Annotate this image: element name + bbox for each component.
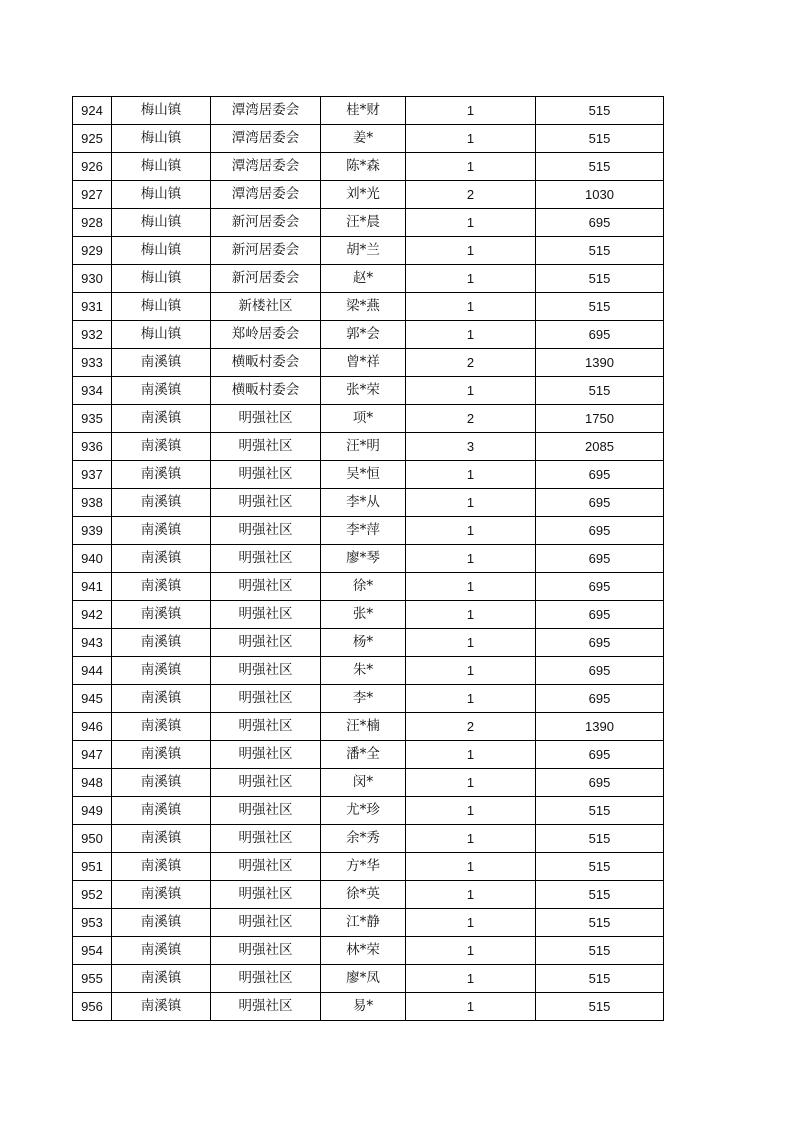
table-row xyxy=(73,293,664,321)
table-row xyxy=(73,237,664,265)
row-number-cell: 931 xyxy=(73,293,112,321)
row-number-cell: 937 xyxy=(73,461,112,489)
community-cell: 明强社区 xyxy=(211,573,321,601)
row-number-cell: 927 xyxy=(73,181,112,209)
household-count-cell: 1 xyxy=(406,937,536,965)
name-cell: 汪*明 xyxy=(321,433,406,461)
row-number-cell: 929 xyxy=(73,237,112,265)
household-count-cell: 3 xyxy=(406,433,536,461)
table-row xyxy=(73,937,664,965)
household-count-cell: 1 xyxy=(406,657,536,685)
table-row xyxy=(73,993,664,1021)
row-number-cell: 933 xyxy=(73,349,112,377)
household-count-cell: 1 xyxy=(406,265,536,293)
community-cell: 新河居委会 xyxy=(211,265,321,293)
table-row xyxy=(73,825,664,853)
amount-cell: 1750 xyxy=(536,405,664,433)
community-cell: 新楼社区 xyxy=(211,293,321,321)
household-count-cell: 1 xyxy=(406,853,536,881)
name-cell: 易* xyxy=(321,993,406,1021)
community-cell: 明强社区 xyxy=(211,741,321,769)
amount-cell: 515 xyxy=(536,293,664,321)
community-cell: 明强社区 xyxy=(211,993,321,1021)
row-number-cell: 943 xyxy=(73,629,112,657)
row-number-cell: 950 xyxy=(73,825,112,853)
name-cell: 李*萍 xyxy=(321,517,406,545)
table-row xyxy=(73,769,664,797)
amount-cell: 515 xyxy=(536,377,664,405)
name-cell: 汪*晨 xyxy=(321,209,406,237)
name-cell: 江*静 xyxy=(321,909,406,937)
town-cell: 南溪镇 xyxy=(112,657,211,685)
row-number-cell: 924 xyxy=(73,97,112,125)
town-cell: 南溪镇 xyxy=(112,601,211,629)
name-cell: 曾*祥 xyxy=(321,349,406,377)
community-cell: 明强社区 xyxy=(211,881,321,909)
table-row xyxy=(73,321,664,349)
amount-cell: 515 xyxy=(536,265,664,293)
community-cell: 明强社区 xyxy=(211,405,321,433)
household-count-cell: 1 xyxy=(406,237,536,265)
household-count-cell: 1 xyxy=(406,769,536,797)
amount-cell: 695 xyxy=(536,741,664,769)
household-count-cell: 1 xyxy=(406,909,536,937)
name-cell: 尤*珍 xyxy=(321,797,406,825)
town-cell: 梅山镇 xyxy=(112,97,211,125)
table-row xyxy=(73,965,664,993)
household-count-cell: 1 xyxy=(406,629,536,657)
amount-cell: 695 xyxy=(536,769,664,797)
table-row xyxy=(73,461,664,489)
town-cell: 南溪镇 xyxy=(112,825,211,853)
community-cell: 横畈村委会 xyxy=(211,377,321,405)
row-number-cell: 930 xyxy=(73,265,112,293)
row-number-cell: 932 xyxy=(73,321,112,349)
name-cell: 闵* xyxy=(321,769,406,797)
community-cell: 明强社区 xyxy=(211,489,321,517)
town-cell: 南溪镇 xyxy=(112,993,211,1021)
amount-cell: 515 xyxy=(536,937,664,965)
name-cell: 林*荣 xyxy=(321,937,406,965)
row-number-cell: 954 xyxy=(73,937,112,965)
amount-cell: 695 xyxy=(536,489,664,517)
amount-cell: 1390 xyxy=(536,349,664,377)
household-count-cell: 1 xyxy=(406,153,536,181)
community-cell: 明强社区 xyxy=(211,685,321,713)
household-count-cell: 1 xyxy=(406,741,536,769)
name-cell: 张* xyxy=(321,601,406,629)
name-cell: 廖*琴 xyxy=(321,545,406,573)
household-count-cell: 1 xyxy=(406,573,536,601)
amount-cell: 695 xyxy=(536,321,664,349)
town-cell: 梅山镇 xyxy=(112,125,211,153)
household-count-cell: 2 xyxy=(406,181,536,209)
name-cell: 郭*会 xyxy=(321,321,406,349)
household-count-cell: 2 xyxy=(406,349,536,377)
community-cell: 明强社区 xyxy=(211,797,321,825)
household-count-cell: 1 xyxy=(406,685,536,713)
name-cell: 李*从 xyxy=(321,489,406,517)
town-cell: 南溪镇 xyxy=(112,629,211,657)
community-cell: 明强社区 xyxy=(211,909,321,937)
name-cell: 余*秀 xyxy=(321,825,406,853)
community-cell: 郑岭居委会 xyxy=(211,321,321,349)
town-cell: 南溪镇 xyxy=(112,461,211,489)
amount-cell: 515 xyxy=(536,881,664,909)
town-cell: 梅山镇 xyxy=(112,181,211,209)
town-cell: 南溪镇 xyxy=(112,937,211,965)
amount-cell: 695 xyxy=(536,629,664,657)
town-cell: 南溪镇 xyxy=(112,881,211,909)
community-cell: 明强社区 xyxy=(211,601,321,629)
community-cell: 潭湾居委会 xyxy=(211,153,321,181)
table-row xyxy=(73,97,664,125)
community-cell: 明强社区 xyxy=(211,853,321,881)
amount-cell: 515 xyxy=(536,237,664,265)
row-number-cell: 926 xyxy=(73,153,112,181)
row-number-cell: 928 xyxy=(73,209,112,237)
town-cell: 梅山镇 xyxy=(112,153,211,181)
amount-cell: 1030 xyxy=(536,181,664,209)
row-number-cell: 953 xyxy=(73,909,112,937)
amount-cell: 515 xyxy=(536,853,664,881)
amount-cell: 515 xyxy=(536,97,664,125)
community-cell: 明强社区 xyxy=(211,937,321,965)
amount-cell: 515 xyxy=(536,797,664,825)
row-number-cell: 949 xyxy=(73,797,112,825)
amount-cell: 2085 xyxy=(536,433,664,461)
household-count-cell: 1 xyxy=(406,881,536,909)
community-cell: 新河居委会 xyxy=(211,237,321,265)
amount-cell: 515 xyxy=(536,993,664,1021)
household-count-cell: 1 xyxy=(406,293,536,321)
town-cell: 梅山镇 xyxy=(112,209,211,237)
town-cell: 梅山镇 xyxy=(112,321,211,349)
table-row xyxy=(73,657,664,685)
community-cell: 明强社区 xyxy=(211,545,321,573)
amount-cell: 695 xyxy=(536,657,664,685)
town-cell: 南溪镇 xyxy=(112,489,211,517)
community-cell: 明强社区 xyxy=(211,769,321,797)
table-row xyxy=(73,797,664,825)
roster-table-body xyxy=(73,97,664,1021)
amount-cell: 695 xyxy=(536,685,664,713)
name-cell: 徐*英 xyxy=(321,881,406,909)
name-cell: 刘*光 xyxy=(321,181,406,209)
row-number-cell: 934 xyxy=(73,377,112,405)
town-cell: 南溪镇 xyxy=(112,405,211,433)
table-row xyxy=(73,405,664,433)
row-number-cell: 939 xyxy=(73,517,112,545)
row-number-cell: 940 xyxy=(73,545,112,573)
table-row xyxy=(73,349,664,377)
community-cell: 明强社区 xyxy=(211,461,321,489)
amount-cell: 695 xyxy=(536,209,664,237)
row-number-cell: 956 xyxy=(73,993,112,1021)
name-cell: 方*华 xyxy=(321,853,406,881)
household-count-cell: 1 xyxy=(406,209,536,237)
amount-cell: 515 xyxy=(536,965,664,993)
town-cell: 南溪镇 xyxy=(112,545,211,573)
household-count-cell: 1 xyxy=(406,993,536,1021)
table-row xyxy=(73,265,664,293)
row-number-cell: 948 xyxy=(73,769,112,797)
row-number-cell: 935 xyxy=(73,405,112,433)
household-count-cell: 1 xyxy=(406,825,536,853)
table-row xyxy=(73,909,664,937)
town-cell: 南溪镇 xyxy=(112,797,211,825)
table-row xyxy=(73,209,664,237)
community-cell: 明强社区 xyxy=(211,657,321,685)
town-cell: 南溪镇 xyxy=(112,433,211,461)
household-count-cell: 1 xyxy=(406,965,536,993)
amount-cell: 695 xyxy=(536,573,664,601)
amount-cell: 695 xyxy=(536,545,664,573)
table-row xyxy=(73,713,664,741)
household-count-cell: 1 xyxy=(406,461,536,489)
table-row xyxy=(73,153,664,181)
name-cell: 徐* xyxy=(321,573,406,601)
row-number-cell: 945 xyxy=(73,685,112,713)
amount-cell: 515 xyxy=(536,825,664,853)
name-cell: 李* xyxy=(321,685,406,713)
community-cell: 明强社区 xyxy=(211,965,321,993)
row-number-cell: 936 xyxy=(73,433,112,461)
table-row xyxy=(73,601,664,629)
community-cell: 潭湾居委会 xyxy=(211,181,321,209)
row-number-cell: 955 xyxy=(73,965,112,993)
row-number-cell: 925 xyxy=(73,125,112,153)
row-number-cell: 947 xyxy=(73,741,112,769)
town-cell: 梅山镇 xyxy=(112,237,211,265)
amount-cell: 695 xyxy=(536,601,664,629)
table-row xyxy=(73,377,664,405)
amount-cell: 1390 xyxy=(536,713,664,741)
town-cell: 梅山镇 xyxy=(112,293,211,321)
household-count-cell: 1 xyxy=(406,321,536,349)
town-cell: 南溪镇 xyxy=(112,909,211,937)
community-cell: 新河居委会 xyxy=(211,209,321,237)
table-row xyxy=(73,489,664,517)
household-count-cell: 1 xyxy=(406,797,536,825)
table-row xyxy=(73,685,664,713)
name-cell: 梁*燕 xyxy=(321,293,406,321)
name-cell: 吴*恒 xyxy=(321,461,406,489)
town-cell: 南溪镇 xyxy=(112,769,211,797)
town-cell: 南溪镇 xyxy=(112,349,211,377)
table-row xyxy=(73,545,664,573)
town-cell: 南溪镇 xyxy=(112,713,211,741)
community-cell: 明强社区 xyxy=(211,825,321,853)
name-cell: 赵* xyxy=(321,265,406,293)
row-number-cell: 952 xyxy=(73,881,112,909)
name-cell: 朱* xyxy=(321,657,406,685)
household-count-cell: 1 xyxy=(406,601,536,629)
household-count-cell: 2 xyxy=(406,405,536,433)
table-row xyxy=(73,125,664,153)
row-number-cell: 944 xyxy=(73,657,112,685)
town-cell: 南溪镇 xyxy=(112,517,211,545)
name-cell: 汪*楠 xyxy=(321,713,406,741)
name-cell: 潘*全 xyxy=(321,741,406,769)
amount-cell: 695 xyxy=(536,517,664,545)
name-cell: 张*荣 xyxy=(321,377,406,405)
name-cell: 胡*兰 xyxy=(321,237,406,265)
household-count-cell: 1 xyxy=(406,517,536,545)
row-number-cell: 946 xyxy=(73,713,112,741)
community-cell: 明强社区 xyxy=(211,433,321,461)
amount-cell: 515 xyxy=(536,125,664,153)
town-cell: 南溪镇 xyxy=(112,573,211,601)
household-count-cell: 1 xyxy=(406,377,536,405)
table-row xyxy=(73,881,664,909)
table-row xyxy=(73,853,664,881)
community-cell: 明强社区 xyxy=(211,713,321,741)
table-row xyxy=(73,181,664,209)
table-row xyxy=(73,517,664,545)
table-row xyxy=(73,573,664,601)
name-cell: 桂*财 xyxy=(321,97,406,125)
table-row xyxy=(73,741,664,769)
community-cell: 潭湾居委会 xyxy=(211,97,321,125)
community-cell: 明强社区 xyxy=(211,629,321,657)
town-cell: 梅山镇 xyxy=(112,265,211,293)
amount-cell: 515 xyxy=(536,153,664,181)
household-count-cell: 1 xyxy=(406,545,536,573)
town-cell: 南溪镇 xyxy=(112,965,211,993)
name-cell: 项* xyxy=(321,405,406,433)
table-row xyxy=(73,629,664,657)
town-cell: 南溪镇 xyxy=(112,377,211,405)
row-number-cell: 941 xyxy=(73,573,112,601)
town-cell: 南溪镇 xyxy=(112,853,211,881)
amount-cell: 515 xyxy=(536,909,664,937)
amount-cell: 695 xyxy=(536,461,664,489)
name-cell: 陈*森 xyxy=(321,153,406,181)
name-cell: 廖*凤 xyxy=(321,965,406,993)
row-number-cell: 942 xyxy=(73,601,112,629)
row-number-cell: 938 xyxy=(73,489,112,517)
town-cell: 南溪镇 xyxy=(112,685,211,713)
community-cell: 潭湾居委会 xyxy=(211,125,321,153)
household-count-cell: 1 xyxy=(406,489,536,517)
row-number-cell: 951 xyxy=(73,853,112,881)
community-cell: 横畈村委会 xyxy=(211,349,321,377)
household-count-cell: 1 xyxy=(406,97,536,125)
name-cell: 姜* xyxy=(321,125,406,153)
table-row xyxy=(73,433,664,461)
town-cell: 南溪镇 xyxy=(112,741,211,769)
community-cell: 明强社区 xyxy=(211,517,321,545)
household-count-cell: 2 xyxy=(406,713,536,741)
roster-table xyxy=(72,96,664,1021)
household-count-cell: 1 xyxy=(406,125,536,153)
name-cell: 杨* xyxy=(321,629,406,657)
